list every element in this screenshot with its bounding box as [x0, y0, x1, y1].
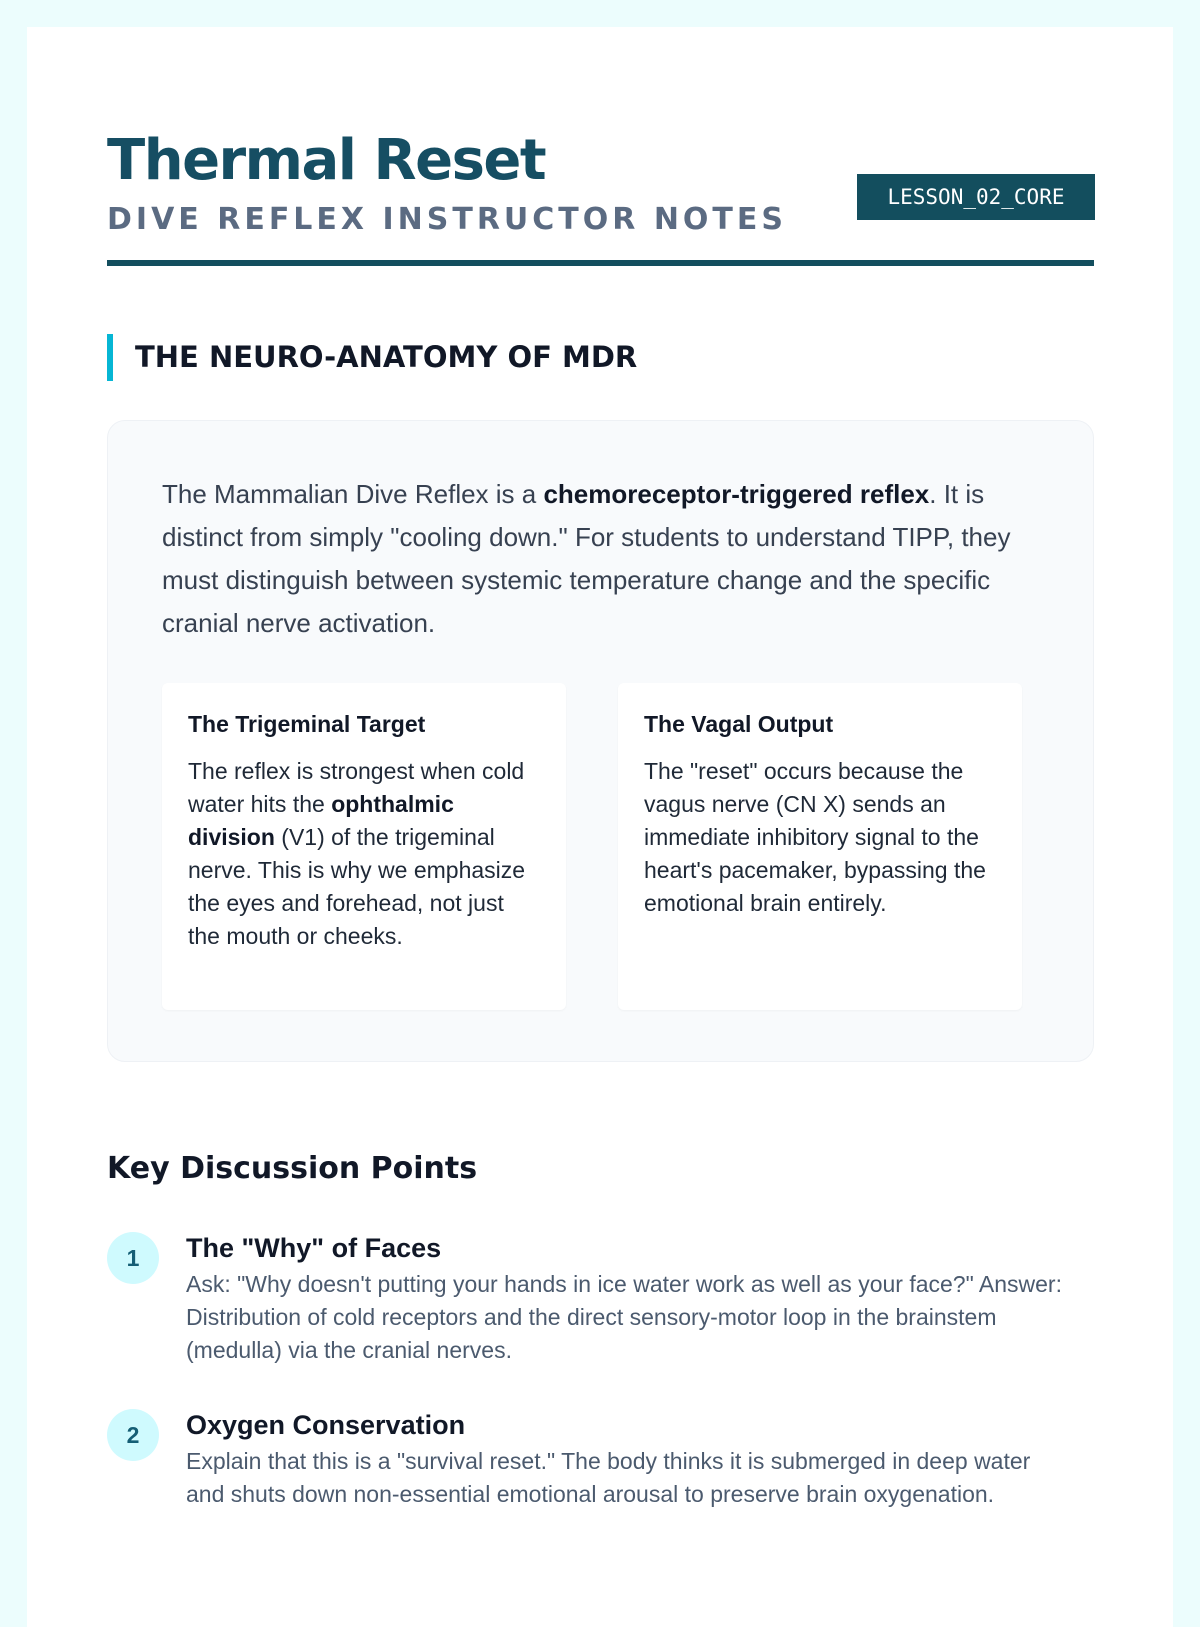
point-number-badge: 2 [107, 1409, 159, 1461]
trigeminal-card-title: The Trigeminal Target [188, 711, 426, 737]
point-text: Ask: "Why doesn't putting your hands in ice water work as well as your face?" Answer: Distribution of cold receptors and the direct sensory-motor loop in the brainstem (medulla) via the cranial nerves. [186, 1271, 1062, 1363]
trigeminal-card-text: The reflex is strongest when cold water hits the ophthalmic division (V1) of the trigeminal nerve. This is why we emphasize the eyes and forehead, not just the mouth or cheeks. [188, 758, 526, 949]
page-subtitle: DIVE REFLEX INSTRUCTOR NOTES [107, 202, 787, 237]
section-intro: The Mammalian Dive Reflex is a chemoreceptor-triggered reflex. It is distinct from simply "cooling down." For students to understand TIPP, they must distinguish between systemic temperature change and the specific cranial nerve activation. [162, 479, 1011, 638]
section-accent-bar [107, 334, 113, 381]
point-text: Explain that this is a "survival reset." The body thinks it is submerged in deep water and shuts down non-essential emotional arousal to preserve brain oxygenation. [186, 1448, 1031, 1507]
vagal-output-card [618, 683, 1022, 1010]
vagal-card-title: The Vagal Output [644, 711, 834, 737]
point-heading: Oxygen Conservation [186, 1410, 466, 1440]
neuro-anatomy-card [107, 420, 1094, 1062]
lesson-badge: LESSON_02_CORE [857, 174, 1095, 220]
trigeminal-emphasis: ophthalmic division [188, 791, 454, 850]
page-title: Thermal Reset [107, 128, 546, 193]
discussion-title: Key Discussion Points [107, 1151, 478, 1186]
intro-emphasis: chemoreceptor-triggered reflex [543, 479, 930, 509]
section-title: THE NEURO-ANATOMY OF MDR [135, 340, 638, 374]
vagal-card-text: The "reset" occurs because the vagus nerve (CN X) sends an immediate inhibitory signal to the heart's pacemaker, bypassing the emotional brain entirely. [644, 758, 986, 916]
point-number-badge: 1 [107, 1232, 159, 1284]
point-heading: The "Why" of Faces [186, 1233, 442, 1263]
document-page [27, 27, 1173, 1627]
trigeminal-target-card [162, 683, 566, 1010]
header-divider [107, 260, 1094, 266]
